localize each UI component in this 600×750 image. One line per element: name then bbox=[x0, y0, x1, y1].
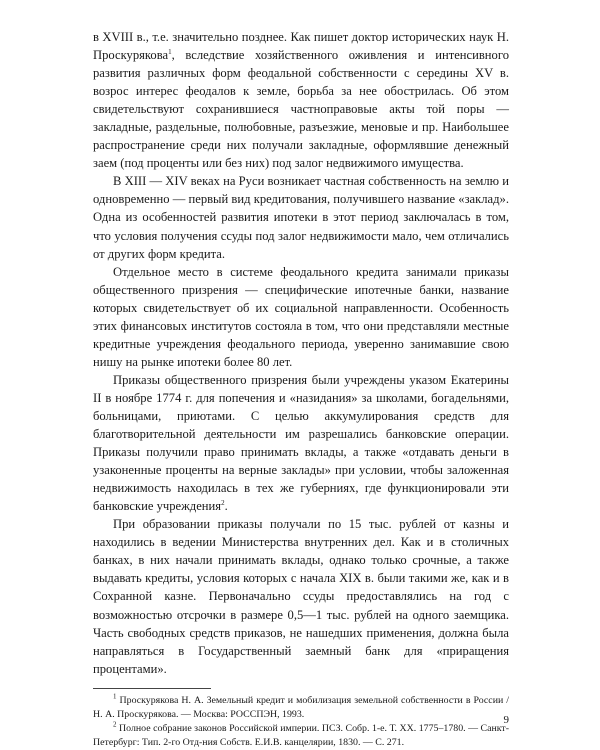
footnote-2-number: 2 bbox=[113, 720, 117, 729]
footnote-1-text: Проскурякова Н. А. Земельный кредит и мобилизация земельной собственности в России / Н. А. Проскурякова. — Москва: РОССПЭН, 1993. bbox=[93, 694, 510, 720]
paragraph-4-text-b: . bbox=[224, 499, 228, 514]
footnote-separator bbox=[93, 688, 211, 689]
paragraph-3: Отдельное место в системе феодального кредита занимали приказы общественного призрения — специфические ипотечные банки, название которых свидетельствует об их социальной направленности. Особенность этих финансовых институтов состояла в том, что они представляли местные кредитные учреждения феодального периода, уверенно занимавшие свою нишу на рынке ипотеки более 80 лет. bbox=[93, 264, 509, 369]
page-number: 9 bbox=[503, 714, 509, 726]
paragraph-4-text-a: Приказы общественного призрения были учреждены указом Екатерины II в ноябре 1774 г. для попечения и «назидания» за школами, богадельнями, больницами, приютами. С целью аккумулирования средств для благотворительной деятельности им разрешались банковские операции. Приказы получили право принимать вклады, а также «отдавать деньги в узаконенные проценты на верные заклады» при условии, чтобы заложенная недвижимость находилась в тех же губерниях, где функционировали эти банковские учреждения bbox=[93, 372, 509, 514]
footnote-ref-2[interactable]: 2 bbox=[221, 499, 225, 508]
paragraph-2: В XIII — XIV веках на Руси возникает частная собственность на землю и одновременно — первый вид кредитования, получившего название «заклад». Одна из особенностей развития ипотеки в этот период заключалась в том, что условия получения ссуды под залог недвижимости мало, чем отличались от других форм кредита. bbox=[93, 174, 509, 261]
paragraph-1-text-b: , вследствие хозяйственного оживления и интенсивного развития различных форм феодальной собственности с середины XV в. возрос интерес феодалов к земле, борьба за нее обострилась. Об этом свидетельствуют сохранившиеся частноправовые акты той поры — закладные, раздельные, полюбовные, разъезжие, меновые и пр. Наибольшее распространение среди них получали закладные, оформлявшие денежный заем (под проценты или без них) под залог недвижимого имущества. bbox=[93, 48, 509, 171]
footnote-ref-1[interactable]: 1 bbox=[168, 47, 172, 56]
footnote-2-text: Полное собрание законов Российской империи. ПСЗ. Собр. 1-е. Т. XX. 1775–1780. — Санкт-Петербург: Тип. 2-го Отд-ния Собств. Е.И.В. канцелярии, 1830. — С. 271. bbox=[93, 722, 510, 748]
paragraph-5: При образовании приказы получали по 15 тыс. рублей от казны и находились в ведении Министерства внутренних дел. Как и в столичных банках, в них начали принимать вклады, однако только срочные, а также выдавать кредиты, условия которых с начала XIX в. были такими же, как и в Сохранной казне. Первоначально ссуды предоставлялись на год с возможностью отсрочки в размере 0,5—1 тыс. рублей на одного заемщика. Часть свободных средств приказов, не нашедших применения, должна была направляться в Государственный заемный банк для «приращения процентами». bbox=[93, 517, 509, 676]
paragraph-1-text-a: в XVIII в., т.е. значительно позднее. Как пишет доктор исторических наук Н. Проскурякова bbox=[93, 30, 509, 63]
footnote-1 bbox=[93, 694, 509, 722]
footnote-1-number: 1 bbox=[113, 692, 117, 701]
page-content bbox=[93, 28, 509, 750]
footnote-2 bbox=[93, 722, 509, 750]
paragraph-4 bbox=[93, 371, 509, 515]
paragraph-1 bbox=[93, 28, 509, 172]
